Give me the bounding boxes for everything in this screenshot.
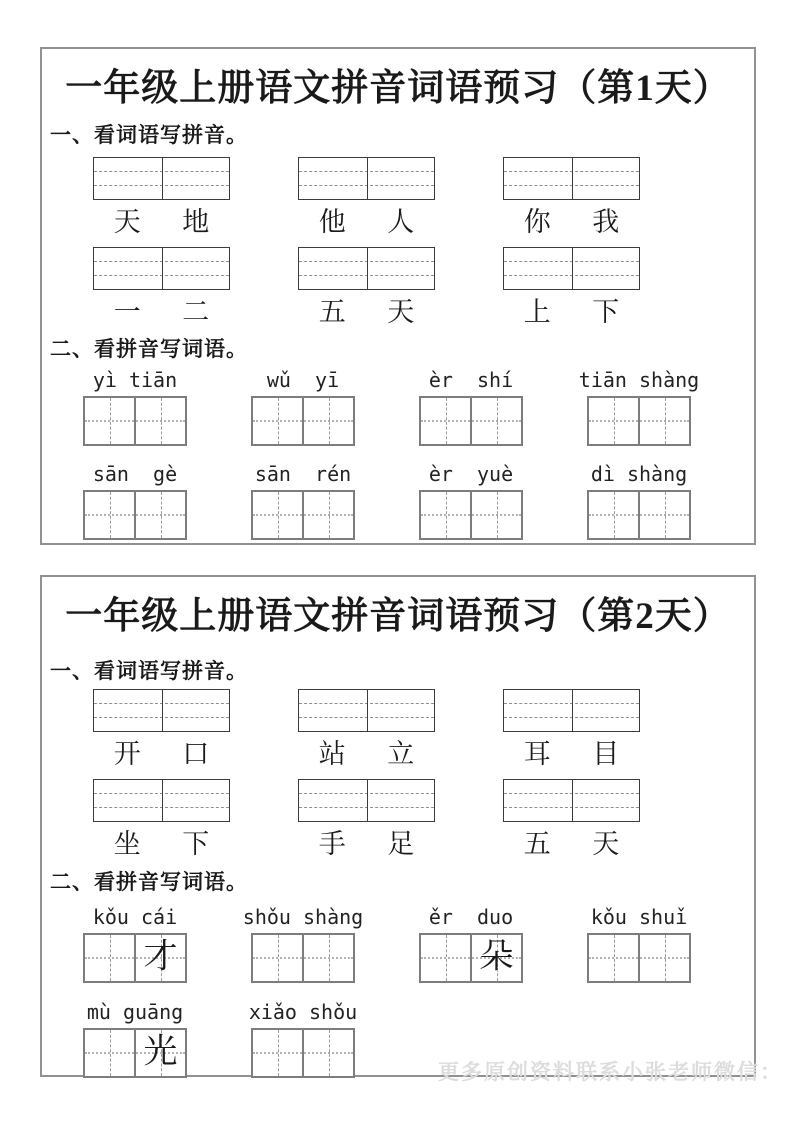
word-row — [93, 157, 640, 238]
hanzi-pair — [298, 206, 435, 238]
character-writing-grid — [251, 933, 355, 983]
pinyin-word-group — [589, 904, 689, 983]
hanzi-pair — [503, 828, 640, 860]
pinyin-writing-grid — [93, 157, 230, 200]
character-writing-grid — [83, 933, 187, 983]
pinyin-label: èr shí — [428, 368, 514, 392]
hanzi-char: 二 — [182, 297, 210, 327]
pinyin-word-group — [85, 367, 185, 446]
hanzi-char: 目 — [592, 739, 620, 769]
hanzi-char: 下 — [182, 829, 210, 859]
character-writing-grid — [587, 933, 691, 983]
worksheet-panel-day1 — [40, 47, 756, 545]
word-group — [503, 779, 640, 860]
pinyin-writing-grid — [298, 779, 435, 822]
pinyin-word-group — [253, 461, 353, 540]
tianzige-cell — [134, 1030, 185, 1076]
character-writing-grid — [587, 396, 691, 446]
pinyin-writing-grid — [298, 247, 435, 290]
prefilled-char: 朵 — [479, 938, 514, 976]
pinyin-label: sān gè — [92, 462, 178, 486]
hanzi-char: 一 — [113, 297, 141, 327]
section-1-header: 一、看词语写拼音。 — [50, 659, 248, 683]
character-writing-grid — [251, 1028, 355, 1078]
pinyin-word-group — [248, 999, 358, 1078]
prefilled-char: 才 — [143, 938, 178, 976]
character-writing-grid — [419, 933, 523, 983]
hanzi-char: 天 — [387, 297, 415, 327]
watermark: 更多原创资料联系小张老师微信： — [438, 1060, 783, 1084]
pinyin-word-group — [253, 367, 353, 446]
tianzige-cell — [134, 935, 185, 981]
hanzi-char: 手 — [318, 829, 346, 859]
word-group — [93, 689, 230, 770]
hanzi-pair — [298, 828, 435, 860]
hanzi-char: 上 — [523, 297, 551, 327]
hanzi-pair — [93, 828, 230, 860]
tianzige-cell — [470, 935, 521, 981]
pinyin-word-row — [85, 461, 689, 540]
word-group — [298, 247, 435, 328]
pinyin-label: shǒu shàng — [242, 905, 364, 929]
pinyin-label: sān rén — [254, 462, 352, 486]
hanzi-char: 五 — [523, 829, 551, 859]
word-group — [298, 157, 435, 238]
pinyin-word-group — [578, 367, 700, 446]
word-group — [298, 779, 435, 860]
hanzi-char: 立 — [387, 739, 415, 769]
word-group — [93, 157, 230, 238]
pinyin-word-group — [85, 999, 185, 1078]
pinyin-word-group — [421, 367, 521, 446]
word-row — [93, 689, 640, 770]
pinyin-label: ěr duo — [428, 905, 514, 929]
hanzi-char: 足 — [387, 829, 415, 859]
word-row — [93, 247, 640, 328]
hanzi-char: 我 — [592, 207, 620, 237]
hanzi-char: 站 — [318, 739, 346, 769]
hanzi-char: 耳 — [523, 739, 551, 769]
word-group — [503, 247, 640, 328]
character-writing-grid — [419, 490, 523, 540]
pinyin-writing-grid — [93, 689, 230, 732]
section-1-header: 一、看词语写拼音。 — [50, 123, 248, 147]
word-group — [503, 157, 640, 238]
pinyin-writing-grid — [93, 247, 230, 290]
pinyin-label: dì shàng — [590, 462, 688, 486]
hanzi-char: 天 — [113, 207, 141, 237]
hanzi-char: 坐 — [113, 829, 141, 859]
pinyin-writing-grid — [503, 689, 640, 732]
character-writing-grid — [251, 490, 355, 540]
pinyin-writing-grid — [93, 779, 230, 822]
hanzi-pair — [298, 296, 435, 328]
hanzi-pair — [298, 738, 435, 770]
character-writing-grid — [419, 396, 523, 446]
character-writing-grid — [83, 396, 187, 446]
pinyin-label: xiǎo shǒu — [248, 1000, 358, 1024]
hanzi-pair — [93, 296, 230, 328]
pinyin-writing-grid — [503, 247, 640, 290]
hanzi-pair — [503, 296, 640, 328]
pinyin-word-group — [85, 904, 185, 983]
word-group — [93, 779, 230, 860]
page-title: 一年级上册语文拼音词语预习（第1天） — [65, 68, 731, 109]
hanzi-pair — [93, 206, 230, 238]
word-group — [298, 689, 435, 770]
pinyin-label: kǒu shuǐ — [590, 905, 688, 929]
prefilled-char: 光 — [143, 1033, 178, 1071]
hanzi-char: 他 — [318, 207, 346, 237]
pinyin-word-group — [421, 461, 521, 540]
pinyin-writing-grid — [298, 157, 435, 200]
section-2-header: 二、看拼音写词语。 — [50, 337, 248, 361]
pinyin-writing-grid — [298, 689, 435, 732]
word-row — [93, 779, 640, 860]
pinyin-label: yì tiān — [92, 368, 178, 392]
pinyin-word-group — [589, 461, 689, 540]
pinyin-label: tiān shàng — [578, 368, 700, 392]
hanzi-pair — [503, 738, 640, 770]
pinyin-word-group — [85, 461, 185, 540]
pinyin-label: kǒu cái — [92, 905, 178, 929]
hanzi-char: 人 — [387, 207, 415, 237]
character-writing-grid — [587, 490, 691, 540]
hanzi-char: 你 — [523, 207, 551, 237]
hanzi-char: 地 — [182, 207, 210, 237]
hanzi-char: 开 — [113, 739, 141, 769]
pinyin-word-row — [85, 367, 700, 446]
hanzi-pair — [503, 206, 640, 238]
word-group — [503, 689, 640, 770]
pinyin-label: èr yuè — [428, 462, 514, 486]
pinyin-word-group — [242, 904, 364, 983]
pinyin-writing-grid — [503, 157, 640, 200]
hanzi-char: 天 — [592, 829, 620, 859]
pinyin-word-row — [85, 904, 689, 983]
hanzi-char: 五 — [318, 297, 346, 327]
character-writing-grid — [83, 1028, 187, 1078]
pinyin-word-row — [85, 999, 358, 1078]
word-group — [93, 247, 230, 328]
worksheet-panel-day2 — [40, 575, 756, 1077]
hanzi-char: 下 — [592, 297, 620, 327]
hanzi-pair — [93, 738, 230, 770]
pinyin-label: wǔ yī — [266, 368, 340, 392]
hanzi-char: 口 — [182, 739, 210, 769]
pinyin-word-group — [421, 904, 521, 983]
pinyin-label: mù guāng — [86, 1000, 184, 1024]
section-2-header: 二、看拼音写词语。 — [50, 870, 248, 894]
character-writing-grid — [251, 396, 355, 446]
character-writing-grid — [83, 490, 187, 540]
pinyin-writing-grid — [503, 779, 640, 822]
page-title: 一年级上册语文拼音词语预习（第2天） — [65, 596, 731, 637]
